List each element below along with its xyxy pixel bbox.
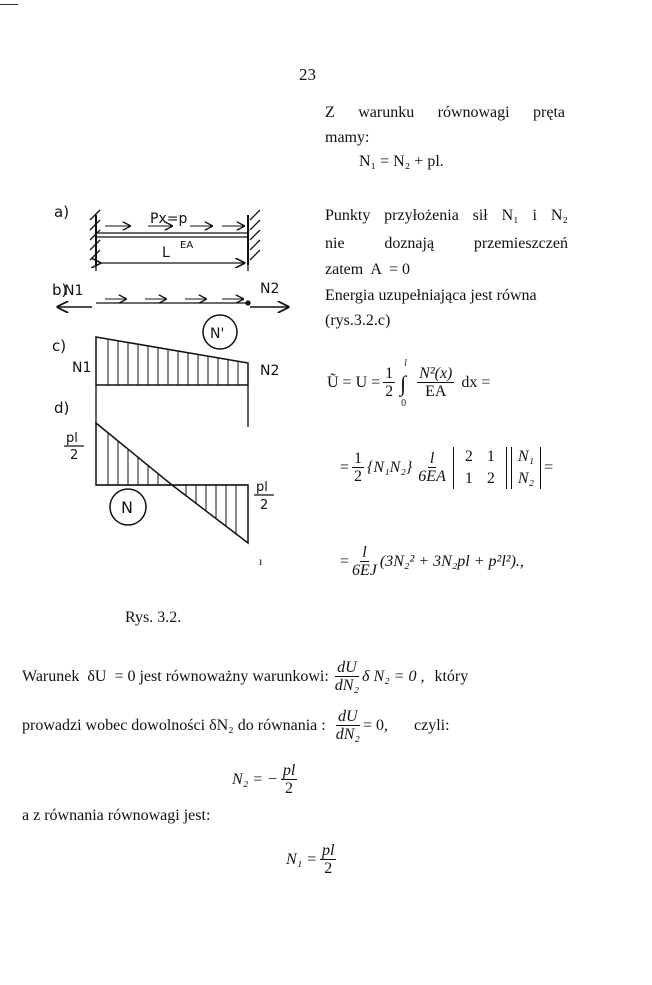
word: doznają	[384, 235, 435, 252]
word: nie	[325, 235, 345, 252]
frac-den: 2	[285, 780, 294, 798]
length-label: L	[162, 245, 170, 261]
stiffness-label: EA	[180, 240, 194, 251]
word: N₁	[501, 207, 519, 224]
stiffness-matrix	[453, 447, 507, 489]
frac-num: dU	[338, 707, 358, 725]
label-c: c)	[52, 337, 67, 355]
n-diagram-d-top	[96, 423, 172, 485]
pl-half-fraction	[320, 842, 336, 879]
text-intro-line2: mamy:	[325, 129, 370, 146]
leads-to-line	[22, 704, 450, 748]
text-points-line2	[325, 236, 568, 252]
from-equilibrium-text: a z równania równowagi jest:	[22, 807, 211, 824]
word: równowagi	[437, 104, 510, 121]
text-intro-line1	[325, 105, 565, 121]
word: i	[532, 207, 537, 224]
figure-3-2	[50, 195, 320, 555]
matrix-tail: =	[544, 459, 554, 476]
n2-lhs: N₂ = −	[232, 771, 278, 788]
leads-to-namely: czyli:	[413, 717, 450, 734]
label-d: d)	[54, 399, 70, 417]
word: N₂	[550, 207, 568, 224]
result-equation	[340, 540, 524, 584]
result-coef-fraction	[352, 544, 377, 581]
matrix-cell: 1	[464, 470, 473, 487]
half-den: 2	[354, 468, 363, 486]
coef-fraction	[418, 450, 446, 487]
result-eq-sign: =	[340, 553, 350, 570]
matrix-eq-sign: =	[340, 459, 350, 476]
leads-to-after-frac: = 0,	[362, 717, 388, 734]
load-label: Px=p	[150, 211, 188, 227]
top-rule: —	[0, 0, 18, 13]
integrand-den: EA	[425, 383, 447, 401]
row-vector: {N₁N₂}	[367, 459, 413, 476]
half-fraction	[352, 450, 364, 487]
n1-result	[286, 838, 339, 882]
condition-line	[22, 655, 468, 699]
half-den: 2	[385, 383, 394, 401]
word: pręta	[533, 104, 565, 121]
column-vector	[511, 447, 541, 489]
coef-num: l	[429, 449, 435, 467]
text-energy-line1: Energia uzupełniająca jest równa	[325, 287, 537, 304]
frac-num: pl	[322, 841, 335, 859]
text-points-line3: zatem A = 0	[325, 261, 411, 278]
pl-num-right: pl	[256, 480, 268, 495]
word: Z	[325, 104, 335, 121]
frac-num: pl	[282, 761, 296, 779]
condition-which: który	[434, 668, 469, 685]
frac-den: dN₂	[335, 726, 360, 744]
vector-cell: N₁	[517, 448, 535, 465]
matrix-cell: 2	[464, 448, 473, 465]
circle-c-label: N'	[210, 326, 225, 342]
half-num: 1	[354, 449, 363, 467]
coef-den: 6EA	[418, 468, 446, 486]
text-points-line1	[325, 208, 568, 224]
section-dot	[246, 301, 250, 305]
word: przyłożenia	[384, 207, 459, 224]
word: przemieszczeń	[473, 235, 568, 252]
integrand-num: N²(x)	[419, 364, 453, 382]
half-fraction	[383, 365, 395, 402]
vector-cell: N₂	[517, 470, 535, 487]
half-num: 1	[385, 364, 394, 382]
pl-den-left: 2	[70, 448, 79, 463]
pl-den-right: 2	[260, 498, 269, 513]
integral-lower: 0	[401, 398, 407, 409]
equilibrium-equation: N₁ = N₂ + pl.	[359, 153, 444, 170]
figure-caption: Rys. 3.2.	[125, 609, 182, 626]
word: Punkty	[325, 207, 371, 224]
du-dn2-fraction	[335, 659, 359, 696]
energy-dx: dx =	[461, 374, 491, 391]
coef-den: 6EJ	[352, 562, 377, 580]
n1-label: N1	[64, 283, 84, 299]
energy-equation	[327, 358, 490, 408]
frac-num: dU	[337, 658, 357, 676]
pl-num-left: pl	[66, 431, 78, 446]
text-energy-line2: (rys.3.2.c)	[325, 312, 391, 329]
pl-half-fraction	[281, 762, 297, 799]
n-diagram-d-bottom	[172, 485, 248, 543]
n1-label-c: N1	[72, 360, 92, 376]
condition-after-frac: δ N₂ = 0 ,	[362, 668, 425, 685]
integral-glyph: ∫	[400, 371, 407, 396]
matrix-equation	[340, 440, 553, 496]
word: warunku	[358, 104, 415, 121]
label-a: a)	[54, 203, 70, 221]
matrix-cell: 1	[486, 448, 495, 465]
condition-text: Warunek δU = 0 jest równoważny warunkowi:	[22, 668, 329, 685]
wall-right-hatch	[250, 210, 260, 260]
n1-lhs: N₁ =	[286, 851, 318, 868]
label-b: b)	[52, 281, 68, 299]
result-expression: (3N₂² + 3N₂pl + p²l²).,	[379, 553, 524, 570]
frac-den: 2	[324, 860, 333, 878]
page-number: 23	[299, 65, 316, 84]
circle-d-label: N	[121, 498, 133, 517]
leads-to-text: prowadzi wobec dowolności δN₂ do równania :	[22, 717, 326, 734]
n2-label-c: N2	[260, 363, 280, 379]
integral-upper: l	[404, 358, 407, 369]
n2-label: N2	[260, 281, 280, 297]
word: sił	[472, 207, 488, 224]
stray-mark: ı	[259, 554, 263, 568]
matrix-cell: 2	[486, 470, 495, 487]
n2-result	[232, 758, 300, 802]
energy-lhs: Ũ = U =	[327, 374, 381, 391]
integral-sign	[398, 358, 414, 409]
frac-den: dN₂	[334, 677, 359, 695]
integrand-fraction	[417, 365, 454, 402]
du-dn2-fraction	[336, 708, 360, 745]
coef-num: l	[362, 543, 367, 561]
